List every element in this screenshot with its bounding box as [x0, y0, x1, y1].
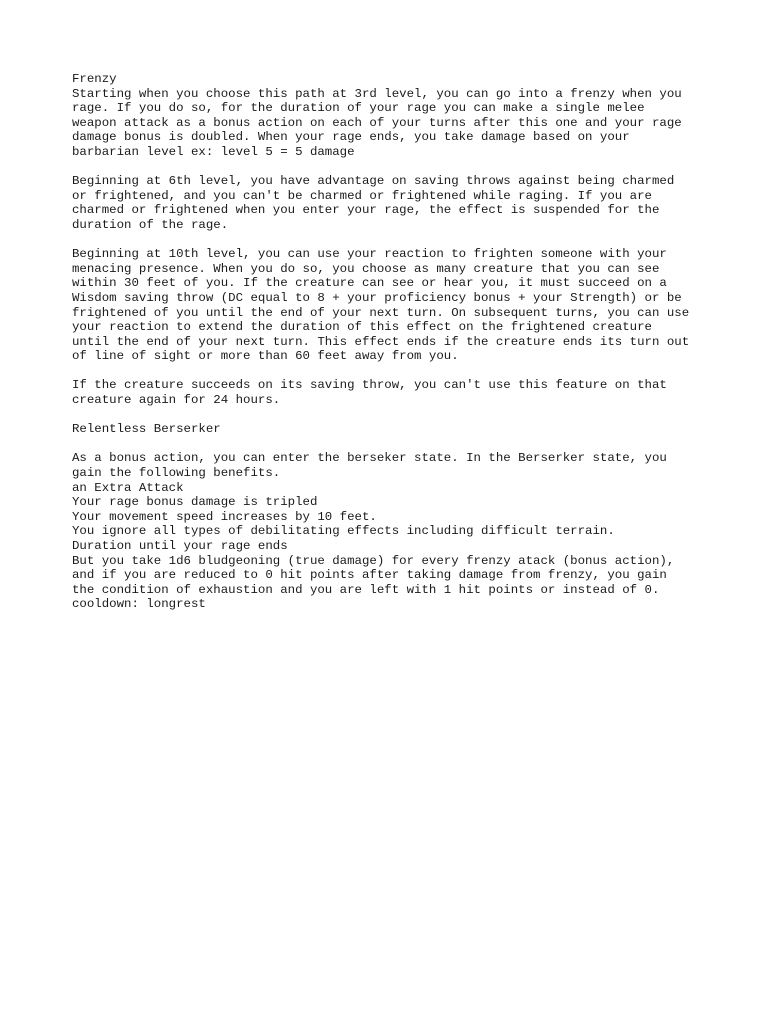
document-page	[72, 72, 712, 612]
text-line: If the creature succeeds on its saving throw, you can't use this feature on that	[72, 378, 667, 393]
text-line: Your movement speed increases by 10 feet.	[72, 509, 377, 524]
text-line: Duration until your rage ends	[72, 539, 288, 553]
mindless-rage-section	[72, 174, 712, 232]
text-line: until the end of your next turn. This effect ends if the creature ends its turn out	[72, 334, 690, 349]
text-line: charmed or frightened when you enter your rage, the effect is suspended for the	[72, 203, 660, 218]
text-line: Beginning at 10th level, you can use your reaction to frighten someone with your	[72, 247, 667, 262]
text-line: weapon attack as a bonus action on each of your turns after this one and your rage	[72, 115, 682, 130]
text-line: gain the following benefits.	[72, 466, 281, 481]
text-line: But you take 1d6 bludgeoning (true damage) for every frenzy atack (bonus action),	[72, 553, 675, 568]
text-line: within 30 feet of you. If the creature can see or hear you, it must succeed on a	[72, 276, 667, 291]
paragraph-gap	[72, 233, 712, 248]
text-line: an Extra Attack	[72, 480, 184, 495]
frenzy-section	[72, 72, 712, 160]
text-line: Starting when you choose this path at 3rd level, you can go into a frenzy when you	[72, 86, 682, 101]
text-line: Beginning at 6th level, you have advantage on saving throws against being charmed	[72, 174, 675, 189]
text-line: creature again for 24 hours.	[72, 393, 281, 408]
section-heading: Frenzy	[72, 72, 117, 86]
text-line: damage bonus is doubled. When your rage ends, you take damage based on your	[72, 130, 630, 145]
text-line: of line of sight or more than 60 feet away from you.	[72, 349, 459, 364]
text-line: frightened of you until the end of your next turn. On subsequent turns, you can use	[72, 305, 690, 320]
text-line: As a bonus action, you can enter the berseker state. In the Berserker state, you	[72, 451, 667, 466]
text-line: You ignore all types of debilitating effects including difficult terrain.	[72, 524, 615, 539]
paragraph-gap	[72, 437, 712, 452]
text-line: and if you are reduced to 0 hit points after taking damage from frenzy, you gain	[72, 568, 667, 583]
text-line: rage. If you do so, for the duration of your rage you can make a single melee	[72, 101, 645, 116]
text-line: menacing presence. When you do so, you choose as many creature that you can see	[72, 261, 660, 276]
text-line: cooldown: longrest	[72, 597, 206, 612]
text-line: the condition of exhaustion and you are left with 1 hit points or instead of 0.	[72, 582, 660, 597]
text-line: Wisdom saving throw (DC equal to 8 + your proficiency bonus + your Strength) or be	[72, 290, 682, 305]
paragraph-gap	[72, 408, 712, 423]
text-line: Your rage bonus damage is tripled	[72, 495, 318, 510]
relentless-berserker-section	[72, 422, 712, 612]
section-heading: Relentless Berserker	[72, 422, 221, 437]
paragraph-gap	[72, 364, 712, 379]
paragraph-gap	[72, 160, 712, 175]
saving-throw-note-section	[72, 378, 712, 407]
text-line: barbarian level ex: level 5 = 5 damage	[72, 144, 355, 159]
text-line: or frightened, and you can't be charmed or frightened while raging. If you are	[72, 188, 652, 203]
text-line: duration of the rage.	[72, 217, 229, 232]
intimidating-presence-section	[72, 247, 712, 364]
text-line: your reaction to extend the duration of this effect on the frightened creature	[72, 320, 652, 335]
